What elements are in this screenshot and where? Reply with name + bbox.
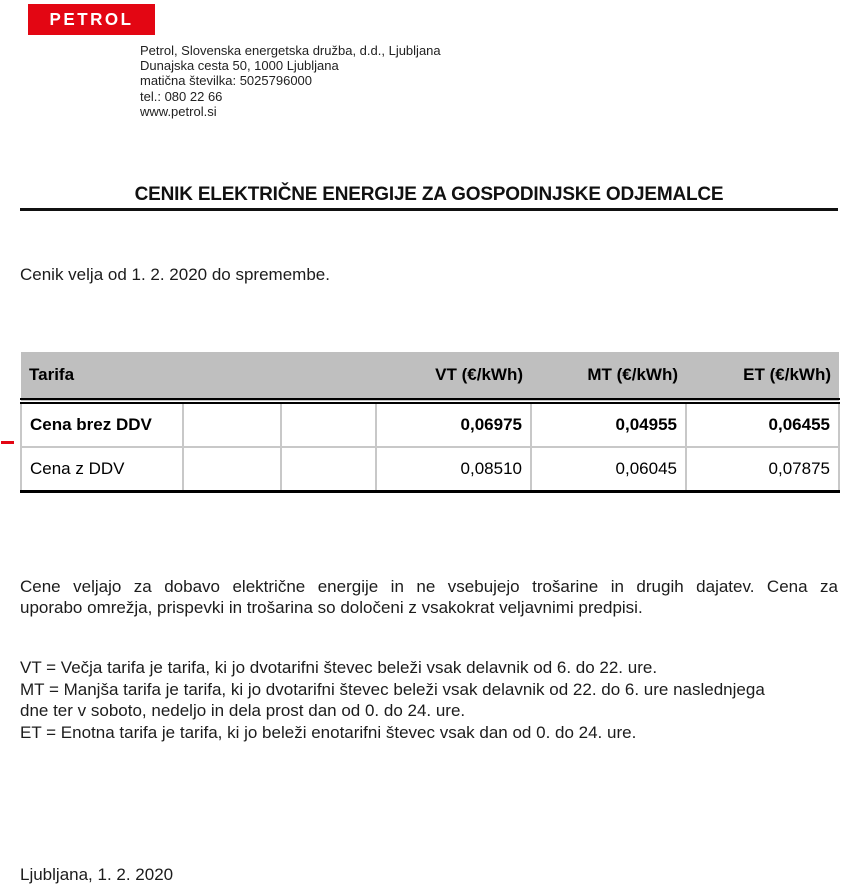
tariff-definition-vt: VT = Večja tarifa je tarifa, ki jo dvotarifni števec beleži vsak delavnik od 6. do 22. ure. [20,658,658,677]
empty-cell [183,401,281,447]
revision-mark [1,441,14,444]
place-date: Ljubljana, 1. 2. 2020 [20,865,174,884]
cell-mt-value: 0,06045 [531,447,686,492]
validity-note: Cenik velja od 1. 2. 2020 do spremembe. [20,265,330,284]
cell-vt-value: 0,08510 [376,447,531,492]
price-table [20,352,840,493]
tariff-definition-et: ET = Enotna tarifa je tarifa, ki jo beleži enotarifni števec vsak dan od 0. do 24. ure. [20,722,637,742]
table-header-row [21,352,839,401]
col-header-empty-2 [281,352,376,401]
col-header-et: ET (€/kWh) [686,352,839,401]
company-address-line: Dunajska cesta 50, 1000 Ljubljana [140,58,339,74]
notes-paragraph [20,576,838,618]
empty-cell [183,447,281,492]
petrol-logo-text: PETROL [49,9,134,29]
cell-vt-value: 0,06975 [376,401,531,447]
tariff-definitions [20,657,848,743]
row-label: Cena z DDV [21,447,183,492]
cell-mt-value: 0,04955 [531,401,686,447]
notes-paragraph-line: uporabo omrežja, prispevki in trošarina so določeni z vsakokrat veljavnimi predpisi. [20,598,643,617]
col-header-vt: VT (€/kWh) [376,352,531,401]
cell-et-value: 0,07875 [686,447,839,492]
title-underline [20,208,838,211]
col-header-empty-1 [183,352,281,401]
empty-cell [281,447,376,492]
company-phone-line: tel.: 080 22 66 [140,88,223,104]
page-title: CENIK ELEKTRIČNE ENERGIJE ZA GOSPODINJSKE ODJEMALCE [134,184,724,205]
row-label: Cena brez DDV [21,401,183,447]
col-header-tarifa: Tarifa [21,352,183,401]
col-header-mt: MT (€/kWh) [531,352,686,401]
company-info [140,43,441,119]
company-reg-number-line: matična številka: 5025796000 [140,73,313,89]
cell-et-value: 0,06455 [686,401,839,447]
notes-paragraph-line: Cene veljajo za dobavo električne energije in ne vsebujejo trošarine in drugih dajatev. Cena za [20,577,838,596]
tariff-definition-mt-cont: dne ter v soboto, nedeljo in dela prost dan od 0. do 24. ure. [20,701,466,720]
company-website-line: www.petrol.si [140,103,217,119]
petrol-logo [28,4,155,35]
company-name-line: Petrol, Slovenska energetska družba, d.d., Ljubljana [140,43,441,58]
table-row-price-with-vat [21,447,839,492]
table-row-price-without-vat [21,401,839,447]
empty-cell [281,401,376,447]
tariff-definition-mt: MT = Manjša tarifa je tarifa, ki jo dvotarifni števec beleži vsak delavnik od 22. do 6. ure naslednjega [20,679,765,699]
